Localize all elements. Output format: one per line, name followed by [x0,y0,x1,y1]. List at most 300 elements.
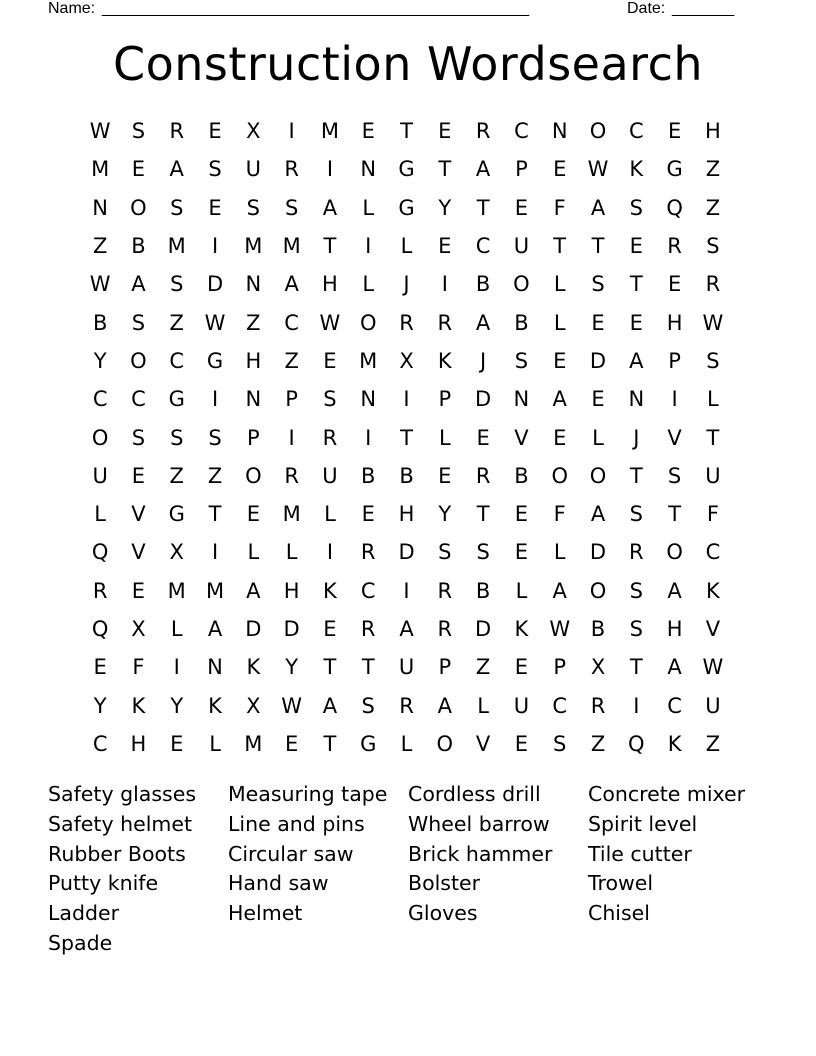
grid-cell: L [209,731,221,756]
grid-cell: D [245,617,262,641]
grid-cell: G [168,387,185,412]
grid-cell: E [246,502,260,527]
date-line: _______ [672,0,735,17]
grid-cell: O [513,272,530,297]
grid-cell: S [438,540,452,565]
grid-cell: C [552,693,568,718]
grid-cell: B [514,463,529,488]
grid-cell: E [170,731,184,756]
grid-cell: E [323,348,337,373]
grid-cell: E [284,731,299,756]
grid-cell: Z [475,655,491,680]
grid-cell: C [169,348,185,373]
grid-cell: T [668,502,682,527]
grid-cell: N [360,157,377,182]
grid-cell: W [702,310,724,335]
grid-cell: Y [438,195,452,220]
grid-cell: S [706,348,720,373]
name-line: ________________________________________________ [102,0,530,17]
word-list-item: Chisel [588,901,650,926]
grid-cell: M [205,578,225,603]
grid-cell: S [323,387,337,412]
grid-cell: I [326,540,334,565]
grid-cell: C [475,234,491,259]
grid-cell: P [438,387,452,412]
grid-cell: S [131,425,146,450]
grid-cell: T [323,234,337,259]
grid-cell: I [441,272,448,297]
grid-cell: T [476,195,490,220]
grid-cell: B [590,617,606,641]
grid-cell: S [208,425,222,450]
word-list-item: Line and pins [228,811,365,836]
grid-cell: Z [705,157,721,182]
grid-cell: I [173,655,180,680]
grid-cell: E [591,387,605,412]
grid-cell: T [476,502,490,527]
grid-cell: H [705,119,721,144]
word-list-item: Spade [48,930,113,955]
grid-cell: I [403,578,410,603]
grid-cell: P [553,655,567,680]
grid-cell: P [438,655,452,680]
word-list-item: Cordless drill [408,782,541,806]
grid-cell: O [130,348,147,373]
grid-cell: A [322,693,338,718]
grid-cell: L [247,540,260,565]
grid-cell: D [398,540,415,565]
grid-cell: H [245,348,262,373]
letter-grid [81,112,732,763]
grid-cell: T [629,272,643,297]
grid-cell: E [514,540,529,565]
grid-cell: A [475,310,491,335]
grid-cell: K [514,617,529,641]
grid-cell: Z [246,310,261,335]
word-list-item: Concrete mixer [588,782,746,806]
word-list-item: Wheel barrow [408,811,550,836]
grid-cell: L [553,540,566,565]
grid-cell: J [403,272,410,297]
grid-cell: S [667,463,682,488]
grid-cell: J [480,348,487,373]
grid-cell: E [553,425,567,450]
grid-cell: T [323,731,337,756]
grid-cell: R [92,578,108,603]
grid-cell: F [706,502,719,527]
grid-cell: B [475,578,491,603]
grid-cell: X [590,655,606,680]
grid-cell: A [590,502,606,527]
grid-cell: R [360,540,376,565]
grid-cell: E [629,234,643,259]
grid-cell: B [131,234,146,259]
grid-cell: R [475,119,491,144]
grid-cell: E [591,310,605,335]
grid-cell: W [89,272,111,297]
grid-cell: R [475,463,491,488]
grid-cell: R [437,578,453,603]
grid-cell: G [398,157,415,182]
grid-cell: R [629,540,644,565]
word-list-item: Rubber Boots [48,841,186,866]
grid-cell: D [475,617,492,641]
grid-cell: R [437,617,453,641]
grid-cell: N [207,655,223,680]
grid-cell: G [360,731,377,756]
grid-cell: L [285,540,298,565]
grid-cell: L [400,234,413,259]
grid-cell: E [438,234,452,259]
grid-cell: S [553,731,567,756]
grid-cell: R [322,425,338,450]
grid-cell: U [398,655,415,680]
grid-cell: S [170,195,184,220]
grid-cell: C [667,693,682,718]
name-label: Name: [48,0,96,17]
grid-cell: L [553,310,566,335]
grid-cell: V [131,502,146,527]
grid-cell: M [320,119,339,144]
grid-cell: K [131,693,146,718]
grid-cell: V [131,540,146,565]
grid-cell: Y [93,693,107,718]
grid-cell: S [170,425,184,450]
grid-cell: S [208,157,222,182]
grid-cell: C [92,731,108,756]
grid-cell: B [475,272,491,297]
grid-cell: U [92,463,108,488]
grid-cell: Z [705,731,721,756]
grid-cell: A [667,655,682,680]
grid-cell: Z [169,463,184,488]
grid-cell: M [282,234,301,259]
grid-cell: C [705,540,721,565]
grid-cell: D [589,348,607,373]
grid-cell: L [707,387,719,412]
grid-cell: B [399,463,414,488]
grid-cell: O [589,119,607,144]
grid-cell: L [477,693,489,718]
grid-cell: P [668,348,681,373]
grid-cell: Z [705,195,721,220]
grid-cell: S [629,502,643,527]
grid-cell: W [702,655,724,680]
grid-cell: R [705,272,721,297]
word-list-item: Bolster [408,871,481,896]
grid-cell: V [705,617,721,641]
grid-cell: A [437,693,452,718]
grid-cell: U [245,157,262,182]
word-list-item: Helmet [228,901,303,926]
grid-cell: O [245,463,262,488]
grid-cell: E [323,617,337,641]
grid-cell: L [324,502,336,527]
grid-cell: B [514,310,529,335]
grid-cell: I [211,234,219,259]
word-list-item: Measuring tape [228,782,388,806]
grid-cell: S [131,119,146,144]
grid-cell: I [211,387,219,412]
grid-cell: P [247,425,260,450]
grid-cell: G [168,502,185,527]
grid-cell: I [671,387,678,412]
grid-cell: P [515,157,528,182]
grid-cell: U [705,693,721,718]
grid-cell: S [629,195,643,220]
grid-cell: O [666,540,683,565]
grid-cell: U [513,234,530,259]
grid-cell: B [92,310,108,335]
grid-cell: O [91,425,109,450]
grid-cell: K [323,578,337,603]
grid-cell: E [93,655,107,680]
grid-cell: R [667,234,682,259]
grid-cell: C [131,387,146,412]
grid-cell: L [400,731,413,756]
grid-cell: E [514,731,529,756]
grid-cell: O [130,195,147,220]
grid-cell: E [131,157,146,182]
grid-cell: X [246,119,261,144]
grid-cell: M [167,578,186,603]
grid-cell: Z [169,310,184,335]
grid-cell: V [475,731,491,756]
grid-cell: W [281,693,303,718]
word-list-item: Ladder [48,901,120,926]
grid-cell: S [706,234,720,259]
grid-cell: Z [284,348,299,373]
grid-cell: H [130,731,147,756]
grid-cell: E [553,157,567,182]
word-list-item: Trowel [588,871,654,896]
grid-cell: A [399,617,414,641]
word-list-item: Tile cutter [588,841,692,866]
grid-cell: H [666,310,683,335]
grid-cell: Q [91,617,109,641]
grid-cell: Y [285,655,299,680]
grid-cell: K [706,578,720,603]
grid-cell: F [553,195,566,220]
grid-cell: E [514,195,529,220]
grid-cell: S [131,310,146,335]
grid-cell: S [476,540,490,565]
grid-cell: H [398,502,415,527]
grid-cell: E [667,272,682,297]
grid-cell: L [362,195,375,220]
grid-cell: C [284,310,299,335]
grid-cell: M [282,502,301,527]
grid-cell: A [552,387,567,412]
grid-cell: X [169,540,184,565]
grid-cell: T [400,425,413,450]
grid-cell: T [438,157,452,182]
grid-cell: W [319,310,341,335]
grid-cell: E [514,502,529,527]
grid-cell: E [361,119,375,144]
grid-cell: G [206,348,224,373]
grid-cell: D [283,617,300,641]
grid-cell: I [403,387,410,412]
grid-cell: O [589,578,607,603]
grid-cell: I [288,425,295,450]
grid-cell: T [323,655,337,680]
grid-cell: T [629,463,643,488]
grid-cell: L [553,272,566,297]
grid-cell: R [284,157,299,182]
grid-cell: I [365,234,372,259]
grid-cell: L [170,617,183,641]
grid-cell: C [628,119,644,144]
grid-cell: E [553,348,567,373]
grid-cell: K [246,655,261,680]
grid-cell: Y [438,502,452,527]
grid-cell: O [589,463,607,488]
word-list-item: Spirit level [588,811,698,836]
grid-cell: Y [170,693,184,718]
grid-cell: N [92,195,108,220]
word-list-item: Safety glasses [48,782,197,806]
page-title: Construction Wordsearch [112,37,704,91]
grid-cell: X [399,348,414,373]
grid-cell: S [246,195,260,220]
grid-cell: T [361,655,375,680]
grid-cell: R [284,463,299,488]
grid-cell: T [591,234,605,259]
grid-cell: Z [590,731,606,756]
grid-cell: U [322,463,338,488]
grid-cell: L [362,272,375,297]
grid-cell: T [400,119,413,144]
grid-cell: S [629,617,643,641]
grid-cell: D [206,272,224,297]
grid-cell: E [131,463,146,488]
grid-cell: R [437,310,453,335]
grid-cell: G [666,157,683,182]
grid-cell: N [245,387,262,412]
grid-cell: B [361,463,376,488]
grid-cell: Y [93,348,107,373]
date-label: Date: [627,0,666,17]
grid-cell: E [514,655,529,680]
grid-cell: K [208,693,222,718]
grid-cell: D [475,387,492,412]
grid-cell: N [551,119,568,144]
grid-cell: C [360,578,376,603]
grid-cell: W [89,119,111,144]
word-list-item: Gloves [408,901,478,926]
grid-cell: T [706,425,720,450]
grid-cell: I [365,425,372,450]
grid-cell: S [629,578,643,603]
grid-cell: R [169,119,185,144]
grid-cell: Q [666,195,683,220]
grid-cell: X [246,693,261,718]
grid-cell: Q [628,731,645,756]
word-list-item: Brick hammer [408,841,553,866]
grid-cell: S [591,272,605,297]
grid-cell: W [549,617,571,641]
grid-cell: F [553,502,566,527]
grid-cell: K [667,731,682,756]
grid-cell: L [515,578,528,603]
grid-cell: K [629,157,644,182]
word-list-item: Circular saw [228,841,354,866]
grid-cell: X [131,617,146,641]
grid-cell: D [589,540,607,565]
grid-cell: A [667,578,682,603]
grid-cell: O [551,463,568,488]
grid-cell: U [705,463,721,488]
grid-cell: K [437,348,452,373]
grid-cell: I [326,157,334,182]
grid-cell: I [288,119,295,144]
grid-cell: A [169,157,184,182]
grid-cell: A [131,272,146,297]
grid-cell: A [207,617,223,641]
grid-cell: A [246,578,261,603]
grid-cell: H [283,578,300,603]
grid-cell: M [167,234,186,259]
grid-cell: A [475,157,491,182]
word-list [48,780,768,959]
grid-cell: E [208,195,222,220]
grid-cell: E [361,502,375,527]
grid-cell: M [244,234,263,259]
grid-cell: Q [91,540,109,565]
grid-cell: Z [207,463,223,488]
grid-cell: R [590,693,606,718]
grid-cell: N [245,272,262,297]
grid-cell: F [132,655,145,680]
grid-cell: A [552,578,567,603]
grid-cell: V [667,425,682,450]
grid-cell: Z [92,234,108,259]
grid-cell: A [590,195,606,220]
grid-cell: W [204,310,226,335]
grid-cell: A [284,272,299,297]
grid-cell: T [629,655,643,680]
grid-cell: L [94,502,106,527]
header [48,0,748,20]
grid-cell: A [629,348,644,373]
grid-cell: E [476,425,490,450]
grid-cell: T [208,502,222,527]
grid-cell: R [360,617,376,641]
grid-cell: I [633,693,640,718]
grid-cell: O [359,310,377,335]
grid-cell: S [361,693,375,718]
grid-cell: E [629,310,643,335]
word-list-item: Hand saw [228,871,329,896]
grid-cell: W [587,157,609,182]
grid-cell: I [211,540,219,565]
grid-cell: U [513,693,530,718]
grid-cell: E [667,119,682,144]
grid-cell: M [91,157,110,182]
grid-cell: C [92,387,108,412]
grid-cell: N [628,387,645,412]
grid-cell: C [514,119,529,144]
grid-cell: H [666,617,683,641]
grid-cell: N [360,387,377,412]
grid-cell: V [514,425,529,450]
word-list-item: Putty knife [48,871,159,896]
grid-cell: A [322,195,338,220]
grid-cell: N [513,387,530,412]
grid-cell: S [284,195,299,220]
grid-cell: E [438,119,452,144]
